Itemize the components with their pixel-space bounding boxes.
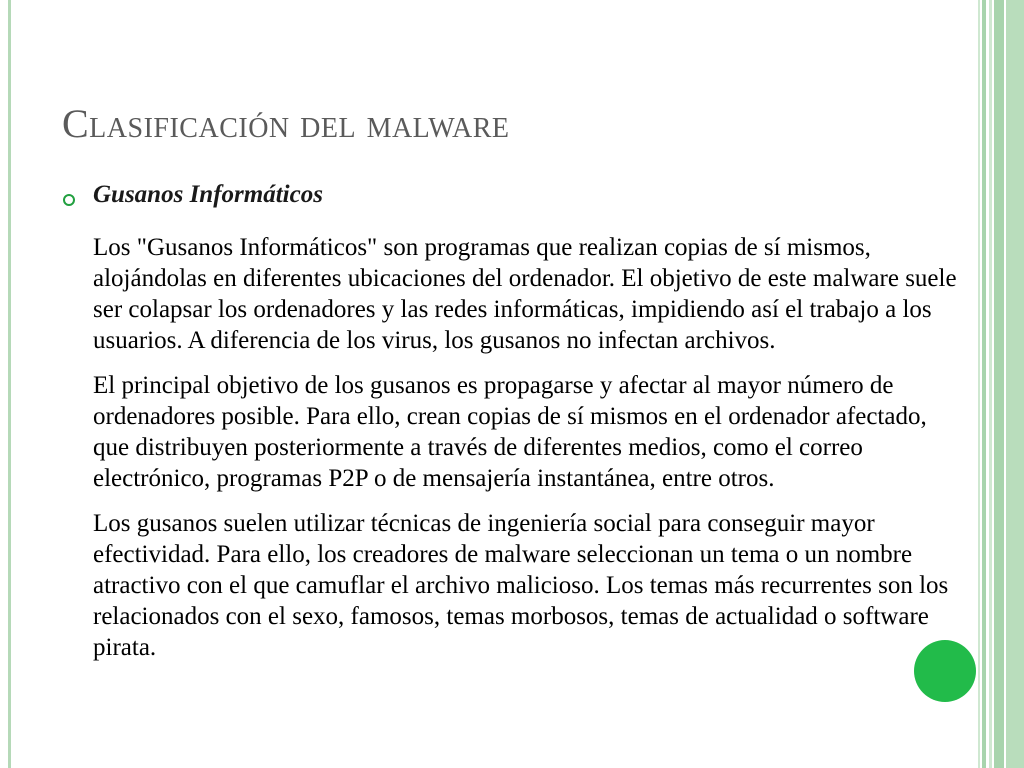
- paragraph-2: El principal objetivo de los gusanos es propagarse y afectar al mayor número de ordenadores posible. Para ello, crean copias de sí mismos en el ordenador afectado, que distribuyen posteriormente a través de diferentes medios, como el correo electrónico, programas P2P o de mensajería instantánea, entre otros.: [93, 372, 927, 492]
- ring-bullet-icon: [63, 194, 75, 206]
- stripe: [1006, 0, 1024, 768]
- bullet-heading: Gusanos Informáticos: [93, 181, 323, 208]
- right-decorative-stripes: [978, 0, 1024, 768]
- stripe: [982, 0, 986, 768]
- paragraph-3: Los gusanos suelen utilizar técnicas de ingeniería social para conseguir mayor efectividad. Para ello, los creadores de malware seleccionan un tema o un nombre atractivo con el que camuflar el archivo malicioso. Los temas más recurrentes son los relacionados con el sexo, famosos, temas morbosos, temas de actualidad o software pirata.: [93, 510, 949, 661]
- stripe: [989, 0, 992, 768]
- green-circle-marker: [914, 640, 976, 702]
- paragraph-1: Los "Gusanos Informáticos" son programas que realizan copias de sí mismos, alojándolas en diferentes ubicaciones del ordenador. El objetivo de este malware suele ser colapsar los ordenadores y las redes informáticas, impidiendo así el trabajo a los usuarios. A diferencia de los virus, los gusanos no infectan archivos.: [93, 234, 957, 354]
- stripe: [994, 0, 1004, 768]
- body-text: [93, 232, 968, 677]
- stripe: [978, 0, 980, 768]
- left-border-line: [8, 0, 11, 768]
- slide-title: Clasificación del malware: [62, 101, 510, 146]
